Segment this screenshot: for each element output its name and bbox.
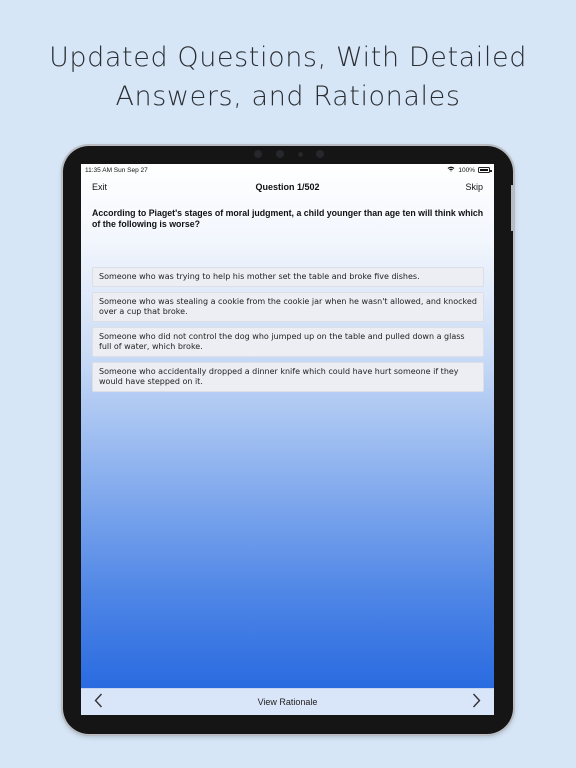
view-rationale-button[interactable]: View Rationale	[257, 697, 318, 707]
answer-option-2[interactable]: Someone who was stealing a cookie from the cookie jar when he wasn't allowed, and knocked over a cup that broke.	[92, 292, 484, 322]
answer-list	[92, 267, 484, 397]
promo-headline	[0, 38, 576, 116]
status-indicators	[447, 166, 490, 174]
answer-option-1[interactable]: Someone who was trying to help his mother set the table and broke five dishes.	[92, 267, 484, 287]
chevron-right-icon[interactable]	[472, 693, 481, 712]
tablet-side-button	[511, 185, 514, 231]
bottom-toolbar	[81, 688, 494, 715]
question-counter-title: Question 1/502	[255, 182, 320, 192]
app-screen	[81, 164, 494, 715]
wifi-icon	[447, 166, 455, 174]
headline-line-1: Updated Questions, With Detailed	[49, 42, 527, 73]
nav-bar	[81, 182, 494, 196]
headline-line-2: Answers, and Rationales	[115, 81, 461, 112]
status-time-date: 11:35 AM Sun Sep 27	[85, 166, 148, 174]
answer-option-4[interactable]: Someone who accidentally dropped a dinner knife which could have hurt someone if they would have stepped on it.	[92, 362, 484, 392]
question-text: According to Piaget's stages of moral judgment, a child younger than age ten will think which of the following is worse?	[92, 208, 484, 229]
skip-button[interactable]: Skip	[465, 182, 483, 192]
answer-option-3[interactable]: Someone who did not control the dog who jumped up on the table and pulled down a glass full of water, which broke.	[92, 327, 484, 357]
camera-bar	[248, 150, 328, 158]
sensor-icon	[298, 152, 303, 157]
sensor-icon	[316, 150, 324, 158]
battery-percent: 100%	[458, 166, 475, 174]
rationale-wrapper	[81, 697, 494, 707]
exit-button[interactable]: Exit	[92, 182, 108, 192]
camera-icon	[276, 150, 284, 158]
status-bar	[81, 164, 494, 176]
battery-icon	[478, 167, 490, 173]
sensor-icon	[254, 150, 262, 158]
